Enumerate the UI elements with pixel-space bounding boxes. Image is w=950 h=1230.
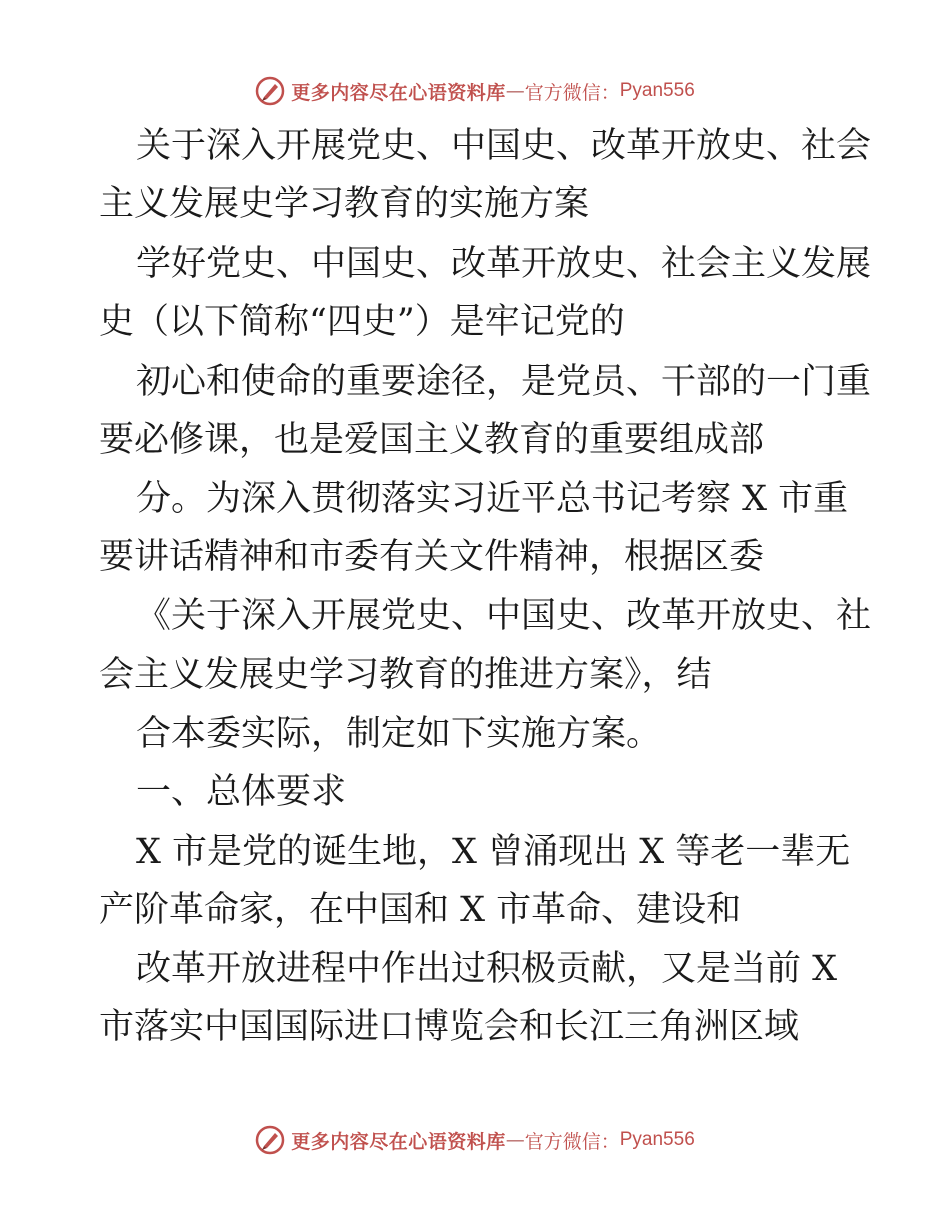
text-line: 要必修课，也是爱国主义教育的重要组成部 [99,420,765,460]
watermark-id: Pyan556 [619,1129,695,1150]
text-line: 产阶革命家，在中国和 X 市革命、建设和 [99,890,742,930]
watermark-dash: — [505,80,525,102]
section-heading: 一、总体要求 [136,772,347,812]
watermark-main-text: 更多内容尽在心语资料库 [291,1130,506,1153]
text-line: 合本委实际，制定如下实施方案。 [136,714,662,754]
logo-icon [255,76,285,106]
watermark-id: Pyan556 [619,80,695,101]
watermark-label: 官方微信： [524,1130,620,1153]
watermark-dash: — [505,1129,525,1151]
watermark-label: 官方微信： [524,81,620,104]
text-line: 关于深入开展党史、中国史、改革开放史、社会 [136,126,872,166]
text-line: 《关于深入开展党史、中国史、改革开放史、社 [136,596,872,636]
watermark-main-text: 更多内容尽在心语资料库 [291,81,506,104]
text-line: 学好党史、中国史、改革开放史、社会主义发展 [136,244,872,284]
footer-watermark [0,1120,950,1160]
text-line: 史（以下简称“四史”）是牢记党的 [99,302,625,342]
text-line: 主义发展史学习教育的实施方案 [99,184,590,224]
text-line: 市落实中国国际进口博览会和长江三角洲区域 [99,1007,800,1047]
text-line: 分。为深入贯彻落实习近平总书记考察 X 市重 [136,479,849,519]
text-line: 要讲话精神和市委有关文件精神，根据区委 [99,537,765,577]
text-line: 会主义发展史学习教育的推进方案》，结 [99,655,712,695]
text-line: 改革开放进程中作出过积极贡献，又是当前 X [136,949,838,989]
header-watermark [0,71,950,111]
logo-icon [255,1125,285,1155]
text-line: X 市是党的诞生地，X 曾涌现出 X 等老一辈无 [136,832,851,872]
text-line: 初心和使命的重要途径，是党员、干部的一门重 [136,362,872,402]
